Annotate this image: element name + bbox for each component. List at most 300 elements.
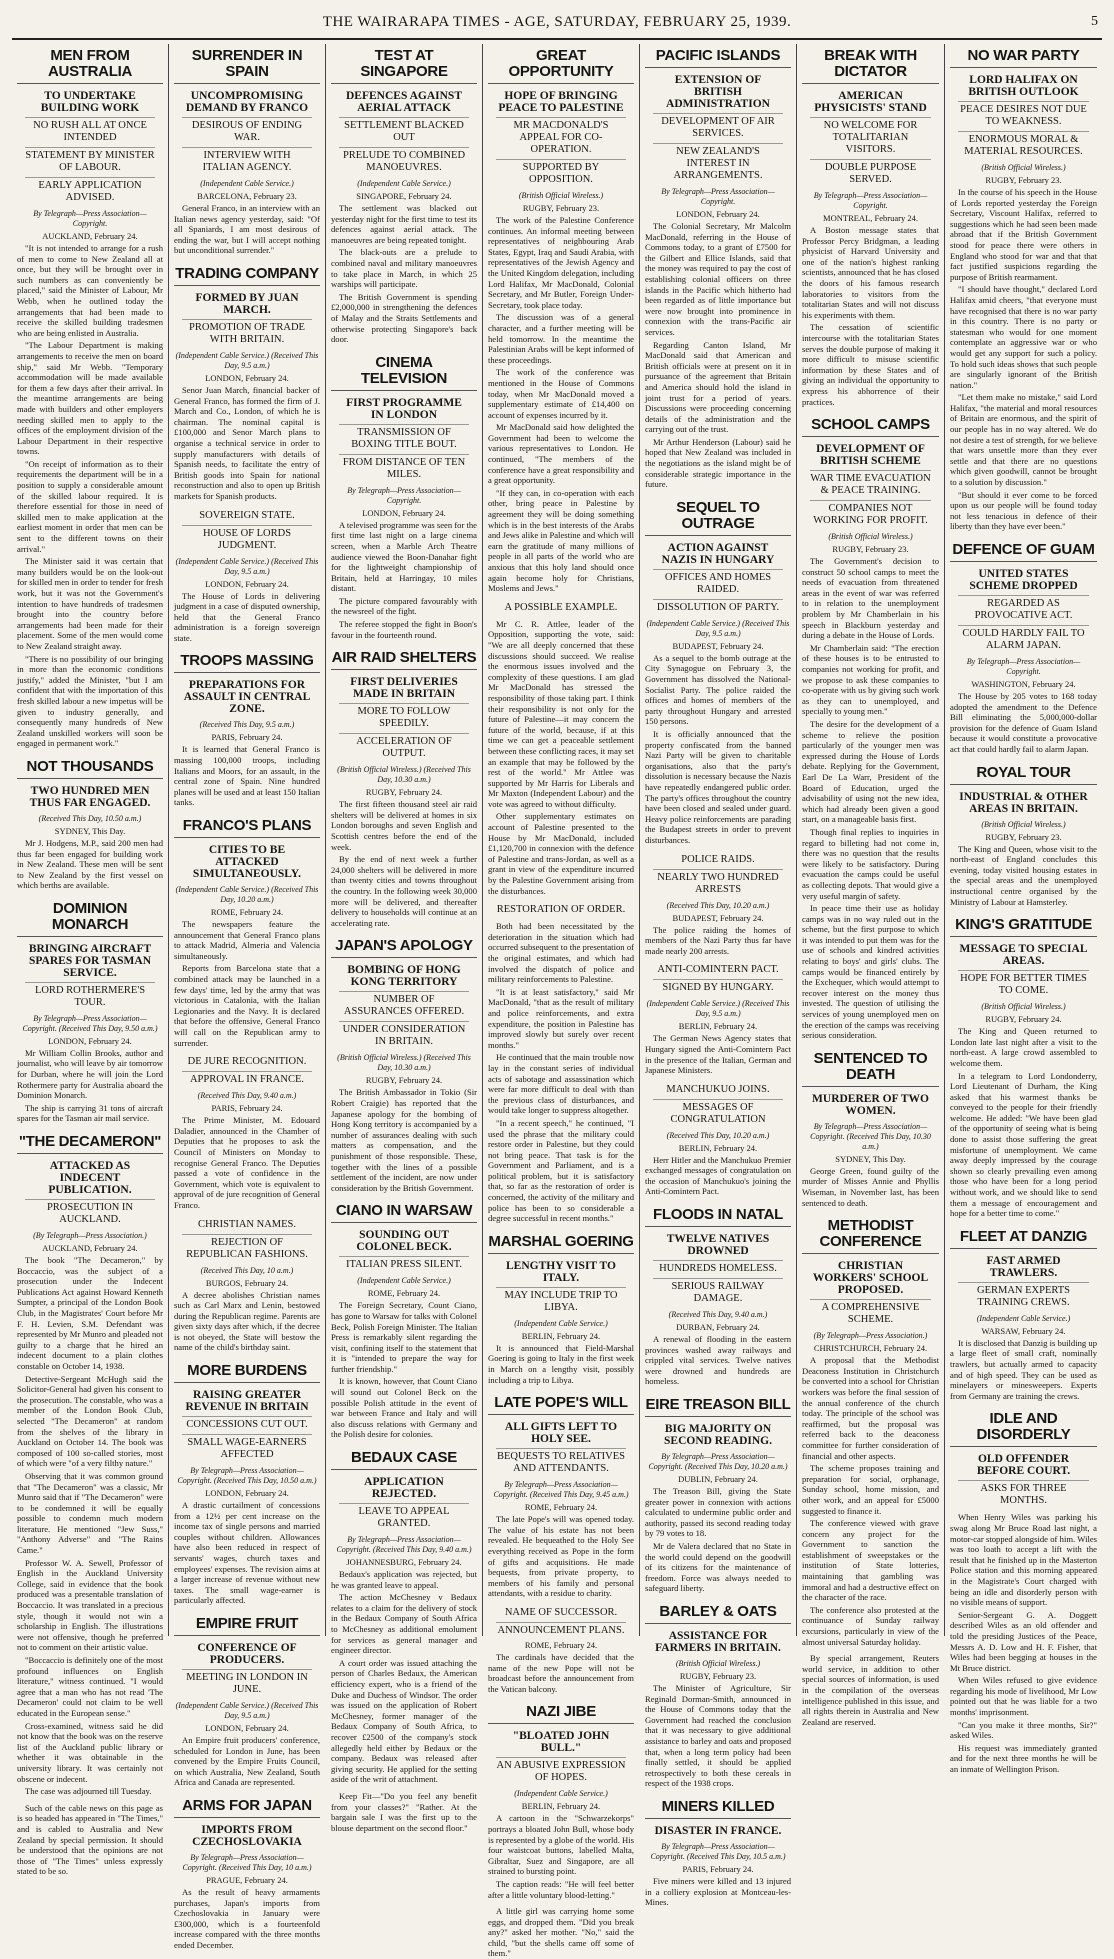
dateline: PRAGUE, February 24. — [206, 1874, 288, 1885]
headline: DOMINION MONARCH — [17, 897, 163, 937]
dateline: ROME, February 24. — [524, 1639, 598, 1650]
dateline: LONDON, February 24. — [205, 1723, 289, 1733]
body-paragraph: The Minister said it was certain that many builders would be on the look-out for skilled men in order to tender for fresh work, but it was not the Government's intention to have hundreds of tradesmen brought into the country before arrangements had been made for their placement. Some of the men would come to New Zealand straight away. — [17, 556, 163, 651]
body-paragraph: The King and Queen, whose visit to the north-east of England concludes this evening, today visited housing estates in the special areas and the unemployed instructional centre organised by the Ministry of Labour at Hamsterley. — [950, 843, 1097, 907]
wire-credit: By Telegraph—Press Association—Copyright. (Received This Day, 10.20 a.m.) — [648, 1452, 788, 1472]
headline: ROYAL TOUR — [950, 761, 1097, 785]
article — [802, 44, 939, 407]
headline: MORE BURDENS — [174, 1359, 320, 1383]
article — [17, 1130, 163, 1797]
dateline: RUGBY, February 24. — [985, 1014, 1062, 1025]
article — [802, 1047, 939, 1208]
article — [950, 1225, 1097, 1402]
article — [950, 761, 1097, 908]
subheadline: PEACE DESIRES NOT DUE TO WEAKNESS. — [958, 101, 1089, 131]
body-paragraph: The British Government is spending £2,000,000 in strengthening the defences of Malay and the Straits Settlements and otherwise protecting Singapore's back door. — [331, 291, 477, 345]
body-paragraph: Professor W. A. Sewell, Professor of English in the Auckland University College, said in evidence that the book produced was a presentable translation of Boccaccio. It was translated in a precious style, though it would not win a scholarship in English. The illustrations were not offensive, though he preferred not to comment on their artistic value. — [17, 1557, 163, 1653]
body-paragraph: The House of Lords in delivering judgment in a case of disputed ownership, held that the General Franco administration is a foreign sovereign state. — [174, 590, 320, 643]
dateline: PARIS, February 24. — [682, 1863, 754, 1874]
wire-credit: (Independent Cable Service.) (Received This Day, 10.20 a.m.) — [175, 885, 319, 905]
dateline: DURBAN, February 24. — [676, 1322, 760, 1333]
subheadline: ANTI-COMINTERN PACT. — [657, 964, 779, 976]
subheadline: MR MACDONALD'S APPEAL FOR CO-OPERATION. — [496, 117, 626, 159]
wire-credit: By Telegraph—Press Association—Copyright. — [347, 485, 461, 505]
dateline: BERLIN, February 24. — [521, 1801, 601, 1812]
body-paragraph: As a sequel to the bomb outrage at the City Synagogue on February 3, the Government has dissolved the National-Socialist Party. The police raided the offices and homes of members of the party throughout Hungary and arrested 150 persons. — [645, 652, 791, 727]
body-paragraph: It is officially announced that the property confiscated from the banned Nazi Party will be given to charitable organisations, also that the party's dissolution is necessary because the Nazis have repeatedly endangered public order. The party's offices throughout the country have been closed and sealed under guard. Heavy police reinforcements are parading the Budapest streets in order to prevent disturbances. — [645, 729, 791, 845]
dateline: SYDNEY, This Day. — [54, 825, 126, 836]
subheadline: TRANSMISSION OF BOXING TITLE BOUT. — [339, 424, 469, 454]
subheadline: GERMAN EXPERTS TRAINING CREWS. — [958, 1282, 1089, 1312]
headline: NO WAR PARTY — [950, 44, 1097, 68]
subheadline: SETTLEMENT BLACKED OUT — [339, 117, 469, 147]
article — [950, 44, 1097, 532]
body-paragraph: The conference also protested at the continuance of Sunday railway excursions, particularly in view of the almost universal Saturday holiday. — [802, 1604, 939, 1647]
dateline: RUGBY, February 23. — [985, 831, 1062, 842]
body-paragraph: Senior-Sergeant G. A. Doggett described Wiles as an old offender and told the presiding Justices of the Peace, Messrs A. D. Low and H. F. Fisher, that Wiles had been begging at houses in the Mt Bruce district. — [950, 1609, 1097, 1673]
wire-credit: (Independent Cable Service.) (Received This Day, 9.5 a.m.) — [175, 350, 319, 370]
subheadline: FIRST PROGRAMME IN LONDON — [346, 396, 462, 421]
body-paragraph: "On receipt of information as to their requirements the department will be in a position to supply a considerable amount of the skilled labour required. It is therefore essential for those in need of skilled men to make application at the earliest moment in order that men can be sent to the different towns on their arrival." — [17, 458, 163, 554]
subheadline: CHRISTIAN NAMES. — [197, 1218, 296, 1230]
body-paragraph: The referee stopped the fight in Boon's favour in the fourteenth round. — [331, 619, 477, 640]
headline: MINERS KILLED — [645, 1795, 791, 1819]
body-paragraph: By the end of next week a further 24,000 shelters will be delivered in more than twenty cities and towns throughout the country. In the following week 30,000 more will be delivered, and thereafter delivery to households will continue at an accelerating rate. — [331, 854, 477, 928]
body-paragraph: The Treason Bill, giving the State greater power in connexion with actions calculated to undermine public order and authority, passed its second reading today by 79 votes to 18. — [645, 1486, 791, 1539]
body-paragraph: A decree abolishes Christian names such as Carl Marx and Lenin, bestowed during the Republican regime. Parents are given sixty days after which, if the decree is not obeyed, the State will bestow the name of the child's birthday saint. — [174, 1289, 320, 1353]
subheadline: ASSISTANCE FOR FARMERS IN BRITAIN. — [655, 1629, 781, 1654]
wire-credit: (Independent Cable Service.) — [514, 1318, 608, 1328]
subheadline: ACCELERATION OF OUTPUT. — [339, 733, 469, 763]
headline: FLEET AT DANZIG — [950, 1225, 1097, 1249]
wire-credit: (Independent Cable Service.) — [357, 1276, 451, 1286]
headline: ARMS FOR JAPAN — [174, 1794, 320, 1818]
subheadline: MANCHUKUO JOINS. — [666, 1083, 770, 1095]
article — [488, 1700, 634, 1900]
subheadline: SOUNDING OUT COLONEL BECK. — [356, 1229, 452, 1254]
subheadline: PROMOTION OF TRADE WITH BRITAIN. — [182, 319, 312, 349]
wire-credit: By Telegraph—Press Association—Copyright. — [813, 191, 928, 210]
body-paragraph: The House by 205 votes to 168 today adopted the amendment to the Defence Bill eliminating the 5,000,000-dollar provision for the defence of Guam Island because it would constitute a provocative act that could hardly fail to alarm Japan. — [950, 691, 1097, 754]
article — [174, 1794, 320, 1951]
body-paragraph: The conference viewed with grave concern any project for the Government to sanction the establishment of sweepstakes or the institution of State lotteries, maintaining that gambling was immoral and had a destructive effect on the character of the race. — [802, 1518, 939, 1603]
wire-credit: (British Official Wireless.) (Received This Day, 10.30 a.m.) — [337, 1053, 471, 1073]
dateline: SINGAPORE, February 24. — [356, 191, 452, 201]
subheadline: REJECTION OF REPUBLICAN FASHIONS. — [182, 1234, 312, 1264]
body-paragraph: Five miners were killed and 13 injured in a colliery explosion at Montceau-les-Mines. — [645, 1875, 791, 1908]
wire-credit: By Telegraph—Press Association—Copyright. (Received This Day, 10.30 a.m.) — [810, 1121, 931, 1151]
body-paragraph: A drastic curtailment of concessions from a 12½ per cent increase on the income tax of single persons and married couples without children. Allowances have also been reduced in respect of servants' wages, church taxes and employees' expenses. The revision aims at a larger increase of revenue without new taxes. The small wage-earner is particularly affected. — [174, 1500, 320, 1606]
headline: NOT THOUSANDS — [17, 755, 163, 779]
article — [488, 44, 634, 594]
body-paragraph: The Minister of Agriculture, Sir Reginald Dorman-Smith, announced in the House of Commons today that the Government had reached the conclusion that it was necessary to give additional assistance to barley and oats and proposed that, when a long term policy had been finally settled, it should be applied retrospectively to both these cereals in respect of the 1938 crops. — [645, 1682, 791, 1789]
masthead — [12, 8, 1102, 40]
body-paragraph: The desire for the development of a scheme to relieve the position particularly of the younger men was expressed during the House of Lords debate. Replying for the Government, Earl De La Warr, President of the Board of Education, urged the advisability of using not the new idea, which had already been given a good start, on a manageable basis first. — [802, 719, 939, 825]
body-paragraph: The ship is carrying 31 tons of aircraft spares for the Tasman air mail service. — [17, 1102, 163, 1124]
dateline: LONDON, February 24. — [205, 372, 289, 383]
wire-credit: (Received This Day, 10.50 a.m.) — [38, 813, 142, 823]
article — [174, 1359, 320, 1606]
headline: GREAT OPPORTUNITY — [488, 44, 634, 84]
subheadline: PRELUDE TO COMBINED MANOEUVRES. — [339, 147, 469, 177]
body-paragraph: The King and Queen returned to London late last night after a visit to the north-east. A large crowd assembled to welcome them. — [950, 1026, 1097, 1068]
subheadline: MURDERER OF TWO WOMEN. — [812, 1092, 929, 1117]
body-paragraph: Mr MacDonald said how delighted the Government had been to welcome the various representatives to London. He continued, "The members of the conference have a great responsibility and a great opportunity. — [488, 422, 634, 486]
dateline: RUGBY, February 23. — [679, 1670, 757, 1681]
subheadline: ATTACKED AS INDECENT PUBLICATION. — [48, 1160, 132, 1197]
body-paragraph: "Boccaccio is definitely one of the most profound influences on English literature," witness continued. "I would agree that a man who has not read 'The Decameron' could not claim to be well educated in the European sense." — [17, 1655, 163, 1718]
headline: FRANCO'S PLANS — [174, 814, 320, 838]
subheadline: CITIES TO BE ATTACKED SIMULTANEOUSLY. — [192, 844, 302, 881]
article — [488, 1906, 634, 1959]
subheadline: ENORMOUS MORAL & MATERIAL RESOURCES. — [958, 131, 1089, 161]
wire-credit: By Telegraph—Press Association—Copyright. (Received This Day, 9.45 a.m.) — [493, 1480, 629, 1500]
subheadline: NUMBER OF ASSURANCES OFFERED. — [339, 991, 469, 1021]
body-paragraph: The cessation of scientific intercourse with the totalitarian States serves the double purpose of making it more difficult to misuse scientific information by these States and of giving an individual the opportunity to express his abhorrence of their practices. — [802, 322, 939, 407]
body-paragraph: Mr William Collin Brooks, author and journalist, who will leave by air tomorrow for Durban, where he will join the Lord Rothermere party for Australia aboard the Dominion Monarch. — [17, 1047, 163, 1101]
body-paragraph: The British Ambassador in Tokio (Sir Robert Craigie) has reported that the Japanese apology for the bombing of Hong Kong territory is accompanied by a number of assurances dealing with such matters as compensation, and the punishment of those responsible. These, together with the lines of a possible settlement of the incident, are now under consideration by the British Government. — [331, 1087, 477, 1193]
headline: LATE POPE'S WILL — [488, 1391, 634, 1415]
headline: KING'S GRATITUDE — [950, 913, 1097, 937]
body-paragraph: The action McChesney v Bedaux relates to a claim for the delivery of stock in the Bedaux Company of South Africa to McChesney as additional emolument for services as general manager and engineer director. — [331, 1592, 477, 1656]
article — [645, 1600, 791, 1789]
body-paragraph: A Boston message states that Professor Percy Bridgman, a leading physicist of Harvard University and one of the nation's highest ranking scientists, announced that he has closed the doors of his famous research laboratories to visitors from the totalitarian States and will not discuss his experiments with them. — [802, 225, 939, 320]
body-paragraph: The black-outs are a prelude to combined naval and military manoeuvres to take place in March, in which 25 warships will participate. — [331, 247, 477, 290]
headline: TEST AT SINGAPORE — [331, 44, 477, 84]
subheadline: DISASTER IN FRANCE. — [654, 1824, 782, 1837]
body-paragraph: The caption reads: "He will feel better after a little voluntary blood-letting." — [488, 1878, 634, 1900]
body-paragraph: Mr C. R. Attlee, leader of the Opposition, supporting the vote, said: "We are all deeply concerned that these discussions should succeed. We realise the enormous issues involved and the complexity of these questions. I am glad Mr MacDonald has stressed the responsibility of those taking part. I think their responsibility is not only for the future of Palestine—it may concern the future of the world, because, if at this time we can get a peaceable settlement between these conflicting races, it may set an example that may be followed by the rest of the world." Mr Attlee was supported by Mr Harris for Liberals and Mr Maxton (Independent Labour) and the vote was agreed to without difficulty. — [488, 618, 634, 809]
subheadline: HOUSE OF LORDS JUDGMENT. — [182, 525, 312, 555]
body-paragraph: A renewal of flooding in the eastern provinces washed away railways and crippled vital services. Twelve natives were drowned and hundreds are homeless. — [645, 1334, 791, 1387]
wire-credit: (British Official Wireless.) — [981, 163, 1066, 172]
subheadline: INTERVIEW WITH ITALIAN AGENCY. — [182, 147, 312, 177]
subheadline: ITALIAN PRESS SILENT. — [339, 1256, 469, 1274]
subheadline: A COMPREHENSIVE SCHEME. — [810, 1299, 931, 1329]
body-paragraph: Both had been necessitated by the deterioration in the situation which had occurred subsequent to the presentation of the original estimates, and which had involved the dispatch of police and military reinforcements to Palestine. — [488, 921, 634, 985]
body-paragraph: "Let them make no mistake," said Lord Halifax, "the material and moral resources of Britain are enormous, and the spirit of our people has in no way altered. We do not desire a test of strength, for we believe that wars unsettle more than they ever settle and that there are no questions which given goodwill, cannot be brought to a solution by discussion." — [950, 392, 1097, 488]
subheadline: APPLICATION REJECTED. — [364, 1476, 444, 1501]
body-paragraph: The Prime Minister, M. Edouard Daladier, announced in the Chamber of Deputies that he proposes to ask the Council of Ministers on Monday to recognise General Franco. The Deputies passed a vote of confidence in the Government, which vote is equivalent to approval of de jure recognition of General Franco. — [174, 1115, 320, 1210]
column-5 — [640, 44, 797, 1908]
subheadline: DEVELOPMENT OF BRITISH SCHEME — [816, 443, 925, 468]
headline: SEQUEL TO OUTRAGE — [645, 496, 791, 536]
headline: JAPAN'S APOLOGY — [331, 934, 477, 958]
body-paragraph: The Colonial Secretary, Mr Malcolm MacDonald, referring in the House of Commons today, to a grant of £7500 for the Gilbert and Ellice Islands, said that the money was required to pay the cost of establishing colonial officers on three islands in the Pacific which hitherto had been regarded as of little importance but were now brought into prominence in connexion with the trans-Pacific air services. — [645, 221, 791, 337]
body-paragraph: When Wiles refused to give evidence regarding his mode of livelihood, Mr Low pointed out that he was liable for a two months' imprisonment. — [950, 1675, 1097, 1718]
article — [331, 934, 477, 1193]
body-paragraph: As the result of heavy armaments purchases, Japan's imports from Czechoslovakia in January were £300,000, which is a fourteenfold increase compared with the three months ended December. — [174, 1886, 320, 1950]
dateline: RUGBY, February 23. — [832, 544, 909, 555]
article — [645, 1393, 791, 1594]
subheadline: TWELVE NATIVES DROWNED — [666, 1233, 770, 1258]
headline: CINEMA TELEVISION — [331, 351, 477, 391]
subheadline: DE JURE RECOGNITION. — [187, 1056, 307, 1068]
body-paragraph: "Can you make it three months, Sir?" asked Wiles. — [950, 1719, 1097, 1741]
article — [645, 1795, 791, 1908]
headline: TRADING COMPANY — [174, 262, 320, 286]
headline: BEDAUX CASE — [331, 1446, 477, 1470]
body-paragraph: "It is at least satisfactory," said Mr MacDonald, "that as the result of military and police reinforcements, and extra expenditure, the position in Palestine has improved slowly but surely over recent months." — [488, 986, 634, 1050]
body-paragraph: A proposal that the Methodist Deaconess Institution in Christchurch be converted into a school for Christian workers was before the final session of the annual conference of the church today. The principle of the school was reaffirmed, but the proposal was referred back to the deaconess committee for further consideration of financial and other aspects. — [802, 1355, 939, 1461]
subheadline: PREPARATIONS FOR ASSAULT IN CENTRAL ZONE. — [183, 679, 311, 716]
article — [645, 44, 791, 490]
wire-credit: (British Official Wireless.) — [981, 1002, 1066, 1012]
subheadline: EARLY APPLICATION ADVISED. — [25, 177, 155, 207]
dateline: SYDNEY, This Day. — [835, 1153, 906, 1164]
subheadline: OFFICES AND HOMES RAIDED. — [653, 569, 783, 599]
subheadline: RAISING GREATER REVENUE IN BRITAIN — [185, 1389, 309, 1414]
body-paragraph: The newspapers feature the announcement that General Franco plans to attack Madrid, Almeria and Valencia simultaneously. — [174, 919, 320, 961]
subheadline: INDUSTRIAL & OTHER AREAS IN BRITAIN. — [959, 790, 1088, 815]
headline: SENTENCED TO DEATH — [802, 1047, 939, 1087]
dateline: JOHANNESBURG, February 24. — [346, 1557, 462, 1568]
article — [645, 962, 791, 1075]
article — [488, 1605, 634, 1694]
wire-credit: By Telegraph—Press Association—Copyright. — [661, 187, 775, 206]
column-7 — [945, 44, 1102, 1775]
subheadline: DEVELOPMENT OF AIR SERVICES. — [653, 113, 783, 143]
dateline: BARCELONA, February 23. — [197, 191, 297, 201]
dateline: DUBLIN, February 24. — [678, 1474, 758, 1485]
article — [174, 814, 320, 1048]
wire-credit: By Telegraph—Press Association—Copyright. (Received This Day, 10.5 a.m.) — [650, 1841, 786, 1861]
subheadline: ANNOUNCEMENT PLANS. — [496, 1622, 626, 1640]
subheadline: NO RUSH ALL AT ONCE INTENDED — [25, 117, 155, 147]
dateline: LONDON, February 24. — [676, 209, 760, 219]
article — [174, 44, 320, 256]
article — [174, 508, 320, 644]
headline: BARLEY & OATS — [645, 1600, 791, 1624]
subheadline: CHRISTIAN WORKERS' SCHOOL PROPOSED. — [812, 1260, 929, 1297]
article — [17, 44, 163, 749]
wire-credit: (British Official Wireless.) — [675, 1658, 761, 1668]
dateline: BUDAPEST, February 24. — [672, 640, 764, 651]
article — [17, 1803, 163, 1877]
subheadline: LORD HALIFAX ON BRITISH OUTLOOK — [968, 74, 1079, 98]
body-paragraph: Though final replies to inquiries in regard to billeting had not come in, there was no question that the results were likely to be satisfactory. During evacuation the camps could be useful as collecting depots. That would give a very useful margin of safety. — [802, 826, 939, 901]
subheadline: MESSAGES OF CONGRATULATION — [653, 1099, 783, 1129]
subheadline: AMERICAN PHYSICISTS' STAND — [814, 90, 927, 114]
headline: NAZI JIBE — [488, 1700, 634, 1724]
headline: MEN FROM AUSTRALIA — [17, 44, 163, 84]
headline: SCHOOL CAMPS — [802, 413, 939, 437]
wire-credit: (Independent Cable Service.) — [514, 1789, 608, 1799]
body-paragraph: Other supplementary estimates on account of Palestine presented to the House by Mr MacDonald, included £1,120,700 in connexion with the defence of Palestine and trans-Jordan, as well as a grant in view of the expenditure incurred by the Palestine Government arising from the disturbances. — [488, 811, 634, 896]
body-paragraph: It is learned that General Franco is massing 100,000 troops, including Italians and Moors, for an assault, in the central zone of Spain. Nine hundred planes will be used and at least 150 Italian tanks. — [174, 744, 320, 808]
headline: DEFENCE OF GUAM — [950, 538, 1097, 562]
subheadline: STATEMENT BY MINISTER OF LABOUR. — [25, 147, 155, 177]
dateline: PARIS, February 24. — [211, 732, 283, 743]
subheadline: NAME OF SUCCESSOR. — [504, 1606, 618, 1618]
subheadline: DISSOLUTION OF PARTY. — [653, 599, 783, 617]
article — [331, 1446, 477, 1785]
wire-credit: (Independent Cable Service.) — [357, 179, 451, 188]
body-paragraph: "It is not intended to arrange for a rush of men to come to New Zealand all at once, but they will be brought over in such numbers as can conveniently be placed," said the Minister of Labour, Mr Webb, when he outlined today the arrangements that had been made to receive the skilled building tradesmen who are being enlisted in Australia. — [17, 243, 163, 338]
dateline: RUGBY, February 23. — [985, 175, 1062, 185]
subheadline: LENGTHY VISIT TO ITALY. — [506, 1259, 616, 1284]
subheadline: TO UNDERTAKE BUILDING WORK — [40, 90, 140, 114]
body-paragraph: The Foreign Secretary, Count Ciano, has gone to Warsaw for talks with Colonel Beck, Polish Foreign Minister. The Italian Press is remarkably silent regarding the visit, confining itself to the statement that it is "intended to prepare the way for further friendship." — [331, 1300, 477, 1374]
wire-credit: By Telegraph—Press Association—Copyright. (Received This Day, 10 a.m.) — [182, 1852, 312, 1872]
column-3 — [326, 44, 483, 1833]
article — [488, 902, 634, 1224]
subheadline: MESSAGE TO SPECIAL AREAS. — [959, 943, 1088, 968]
headline: SURRENDER IN SPAIN — [174, 44, 320, 84]
subheadline: LEAVE TO APPEAL GRANTED. — [339, 1503, 469, 1533]
article — [331, 1791, 477, 1833]
headline: PACIFIC ISLANDS — [645, 44, 791, 68]
body-paragraph: Observing that it was common ground that "The Decameron" was a classic, Mr Munro said that if "The Decameron" were to be condemned it will be equally possible to condemn much modern literature. He mentioned "Jew Suss," "Anthony Adverse" and "The Rains Came." — [17, 1470, 163, 1556]
wire-credit: (Independent Cable Service.) (Received This Day, 9.5 a.m.) — [175, 1701, 319, 1720]
body-paragraph: An Empire fruit producers' conference, scheduled for London in June, has been convened by the Empire Fruits Council, on which Australia, New Zealand, South Africa and Canada are represented. — [174, 1735, 320, 1788]
wire-credit: (Independent Cable Service.) (Received This Day, 9.5 a.m.) — [646, 618, 790, 638]
column-6 — [797, 44, 945, 1727]
wire-credit: (Independent Cable Service.) (Received This Day, 9.5 a.m.) — [175, 556, 319, 576]
body-paragraph: Senor Juan March, financial backer of General Franco, has formed the firm of J. March and Co., London, of which he is chairman. The nominal capital is £100,000 and Senor March plans to organise a technical service in order to supply manufacturers with details of Spanish needs, to facilitate the entry of British goods into Spain for national reconstruction and also to open up British markets for Spanish products. — [174, 384, 320, 501]
article — [645, 1082, 791, 1197]
dateline: ROME, February 24. — [367, 1288, 441, 1299]
subheadline: PROSECUTION IN AUCKLAND. — [25, 1199, 155, 1229]
dateline: CHRISTCHURCH, February 24. — [813, 1343, 928, 1354]
subheadline: RESTORATION OF ORDER. — [496, 904, 626, 916]
subheadline: MAY INCLUDE TRIP TO LIBYA. — [496, 1287, 626, 1317]
wire-credit: By Telegraph—Press Association—Copyright. — [966, 657, 1081, 676]
body-paragraph: Reports from Barcelona state that a combined attack may be launched in a few days' time, led by the army that was victorious in Catalonia, with the Italian Legionaries and the Navy. It is declared that before the offensive, General Franco will call on the Republican army to surrender. — [174, 963, 320, 1048]
subheadline: FIRST DELIVERIES MADE IN BRITAIN — [350, 676, 458, 701]
subheadline: NEW ZEALAND'S INTEREST IN ARRANGEMENTS. — [653, 143, 783, 185]
dateline: ROME, February 24. — [524, 1502, 598, 1513]
article — [950, 1407, 1097, 1774]
body-paragraph: Mr Chamberlain said: "The erection of these houses is to be entrusted to companies not working for profit, and we propose to ask these companies to co-operate with us by giving such work as they can to unemployed, and specially to young men." — [802, 642, 939, 717]
subheadline: ALL GIFTS LEFT TO HOLY SEE. — [504, 1421, 618, 1446]
subheadline: BEQUESTS TO RELATIVES AND ATTENDANTS. — [496, 1448, 626, 1478]
article — [331, 646, 477, 928]
dateline: WASHINGTON, February 24. — [971, 679, 1076, 689]
headline: EMPIRE FRUIT — [174, 1612, 320, 1636]
article — [17, 755, 163, 891]
subheadline: UNCOMPROMISING DEMAND BY FRANCO — [185, 90, 309, 114]
body-paragraph: The cardinals have decided that the name of the new Pope will not be broadcast before the announcement from the Vatican balcony. — [488, 1651, 634, 1694]
subheadline: NO WELCOME FOR TOTALITARIAN VISITORS. — [810, 117, 931, 159]
wire-credit: (By Telegraph—Press Association.) — [33, 1231, 147, 1241]
body-paragraph: A televised programme was seen for the first time last night on a large cinema screen, when a Marble Arch Theatre audience viewed the Boon-Danahar fight for the lightweight championship of Britain, held at Harringay, 10 miles distant. — [331, 519, 477, 594]
wire-credit: (British Official Wireless.) (Received This Day, 10.30 a.m.) — [337, 765, 471, 785]
article — [488, 1391, 634, 1599]
columns — [12, 44, 1102, 1959]
subheadline: DESIROUS OF ENDING WAR. — [182, 117, 312, 147]
subheadline: AN ABUSIVE EXPRESSION OF HOPES. — [496, 1757, 626, 1787]
body-paragraph: "The Labour Department is making arrangements to receive the men on board ship," said Mr Webb. "Temporary accommodation will be made available for them a few days after their arrival. In the meantime arrangements are being made with builders and other employers needing skilled men to apply to the offices of the employment division of the Labour Department in their respective towns. — [17, 340, 163, 457]
subheadline: BOMBING OF HONG KONG TERRITORY — [347, 964, 461, 989]
dateline: AUCKLAND, February 24. — [42, 1243, 138, 1254]
article — [645, 496, 791, 846]
page-number: 5 — [1091, 14, 1098, 29]
subheadline: IMPORTS FROM CZECHOSLOVAKIA — [192, 1823, 302, 1848]
body-paragraph: He continued that the main trouble now lay in the constant series of individual acts of sabotage and assassination which were far more difficult to deal with than the previous class of disturbances, and would take longer to suppress altogether. — [488, 1052, 634, 1116]
wire-credit: (Received This Day, 10.20 a.m.) — [666, 900, 770, 910]
body-paragraph: By special arrangement, Reuters world service, in addition to other special sources of information, is used in the compilation of the overseas intelligence published in this issue, and all rights therein in Australia and New Zealand are reserved. — [802, 1653, 939, 1727]
column-4 — [483, 44, 640, 1959]
masthead-title: THE WAIRARAPA TIMES - AGE, SATURDAY, FEBRUARY 25, 1939. — [322, 14, 792, 30]
subheadline: REGARDED AS PROVOCATIVE ACT. — [958, 595, 1089, 625]
article — [488, 1230, 634, 1385]
body-paragraph: "If they can, in co-operation with each other, bring peace in Palestine by agreement they will be doing something which is in the best interests of the Arabs and Jews alike in Palestine and which will earn the gratitude of many millions of people in all parts of the world who are anxious that this holy land should once again become holy for Christians, Moslems and Jews." — [488, 487, 634, 594]
wire-credit: (Independent Cable Service.) — [200, 179, 294, 188]
article — [174, 1217, 320, 1354]
wire-credit: (Received This Day, 9.40 a.m.) — [197, 1091, 297, 1101]
body-paragraph: Mr de Valera declared that no State in the world could depend on the goodwill of its citizens for the maintenance of freedom. Force was always needed to safeguard liberty. — [645, 1541, 791, 1594]
article — [174, 649, 320, 808]
body-paragraph: When Henry Wiles was parking his swag along Mr Bruce Road last night, a motor-car stopped alongside of him. Wiles was too loath to accept a lift with the result that he finished up in the Masterton Police station and this morning appeared in the Magistrate's Court charged with being an idle and disorderly person with no visible means of support. — [950, 1512, 1097, 1608]
wire-credit: (By Telegraph—Press Association.) — [813, 1331, 928, 1341]
wire-credit: (British Official Wireless.) — [518, 191, 604, 200]
body-paragraph: The police raiding the homes of members of the Nazi Party thus far have made nearly 200 arrests. — [645, 924, 791, 956]
article — [331, 44, 477, 345]
dateline: RUGBY, February 24. — [365, 787, 443, 798]
article — [331, 1199, 477, 1440]
body-paragraph: The work of the Palestine Conference continues. An informal meeting between representatives of neighbouring Arab States, Egypt, Iraq and Saudi Arabia, with representatives of the Jewish Agency and the United Kingdom delegation, including Lord Halifax, Mr MacDonald, Colonial Secretary, and Mr Butler, Foreign Under-Secretary, took place today. — [488, 215, 634, 310]
article — [645, 1203, 791, 1387]
dateline: RUGBY, February 23. — [522, 203, 600, 213]
article — [174, 1612, 320, 1788]
body-paragraph: The work of the conference was mentioned in the House of Commons today, when Mr MacDonald moved a supplementary estimate of £14,400 on account of expenses incurred by it. — [488, 367, 634, 420]
dateline: BURGOS, February 24. — [205, 1277, 289, 1288]
body-paragraph: "In a recent speech," he continued, "I used the phrase that the military could restore order in Palestine, but they could not bring peace. That task is for the Government and Parliament, and is a political problem, but it is satisfactory that, so far as the restoration of order is concerned, the activity of the military and police has been to so considerable a degree successful in recent months." — [488, 1117, 634, 1224]
headline: MARSHAL GOERING — [488, 1230, 634, 1254]
headline: CIANO IN WARSAW — [331, 1199, 477, 1223]
subheadline: EXTENSION OF BRITISH ADMINISTRATION — [666, 74, 770, 110]
body-paragraph: The case was adjourned till Tuesday. — [25, 1786, 152, 1797]
headline: METHODIST CONFERENCE — [802, 1214, 939, 1254]
article — [950, 538, 1097, 755]
body-paragraph: Cross-examined, witness said he did not know that the book was on the reserve list of the Auckland public library or whether it was obtainable in the university library. It was certainly not obscene or indecent. — [17, 1720, 163, 1784]
wire-credit: (British Official Wireless.) — [828, 532, 913, 542]
column-2 — [169, 44, 326, 1950]
body-paragraph: General Franco, in an interview with an Italian news agency yesterday, said: "Of all Spaniards, I am most desirous of ending the war, but I will accept nothing but unconditional surrender." — [174, 203, 320, 256]
body-paragraph: It is known, however, that Count Ciano will sound out Colonel Beck on the possible Polish attitude in the event of war between France and Italy and will also discuss relations with Germany and the Polish desire for colonies. — [331, 1376, 477, 1440]
subheadline: DOUBLE PURPOSE SERVED. — [810, 159, 931, 189]
body-paragraph: The picture compared favourably with the newsreel of the fight. — [331, 595, 477, 617]
subheadline: COMPANIES NOT WORKING FOR PROFIT. — [810, 500, 931, 530]
subheadline: UNITED STATES SCHEME DROPPED — [969, 568, 1078, 592]
body-paragraph: Regarding Canton Island, Mr MacDonald said that American and British officials were at present on it in pursuance of the agreement that Britain and America should hold the island in joint trust for a period of years. Discussions were proceeding concerning details of the administration and the carrying out of the trust. — [645, 339, 791, 435]
subheadline: HOPE FOR BETTER TIMES TO COME. — [958, 970, 1089, 1000]
subheadline: UNDER CONSIDERATION IN BRITAIN. — [339, 1021, 469, 1051]
wire-credit: (Received This Day, 9.40 a.m.) — [668, 1310, 768, 1320]
subheadline: FORMED BY JUAN MARCH. — [195, 291, 299, 316]
subheadline: SMALL WAGE-EARNERS AFFECTED — [182, 1434, 312, 1464]
subheadline: MEETING IN LONDON IN JUNE. — [182, 1669, 312, 1699]
body-paragraph: Mr Arthur Henderson (Labour) said he hoped that New Zealand was included in the negotiations as the island might be of considerable strategic importance in the future. — [645, 436, 791, 490]
headline: EIRE TREASON BILL — [645, 1393, 791, 1417]
headline: BREAK WITH DICTATOR — [802, 44, 939, 84]
subheadline: WAR TIME EVACUATION & PEACE TRAINING. — [810, 470, 931, 500]
body-paragraph: The discussion was of a general character, and a further meeting will be held tomorrow. In the meantime the Palestinian Arabs will be kept informed of these proceedings. — [488, 312, 634, 365]
subheadline: A POSSIBLE EXAMPLE. — [504, 601, 618, 613]
subheadline: SUPPORTED BY OPPOSITION. — [496, 159, 626, 189]
body-paragraph: It is announced that Field-Marshal Goering is going to Italy in the first week in March on a lengthy visit, possibly including a trip to Libya. — [488, 1342, 634, 1385]
article — [802, 413, 939, 1041]
article — [331, 351, 477, 641]
subheadline: ACTION AGAINST NAZIS IN HUNGARY — [661, 541, 775, 566]
body-paragraph: In the course of his speech in the House of Lords reported yesterday the Foreign Secretary, Viscount Halifax, referred to suggestions which he had seen been made abroad that if the British Government stood for peace there were others in England who stood for war and that that fact justified suspicions regarding the purpose of British rearmament. — [950, 187, 1097, 282]
headline: AIR RAID SHELTERS — [331, 646, 477, 670]
article — [174, 262, 320, 502]
body-paragraph: The Government's decision to construct 50 school camps to meet the needs of evacuation from threatened areas in the event of war was referred to in relation to the unemployment problem by Mr Chamberlain in his speech in Blackburn yesterday and during a debate in the House of Lords. — [802, 556, 939, 641]
article — [174, 1054, 320, 1210]
article — [950, 913, 1097, 1219]
